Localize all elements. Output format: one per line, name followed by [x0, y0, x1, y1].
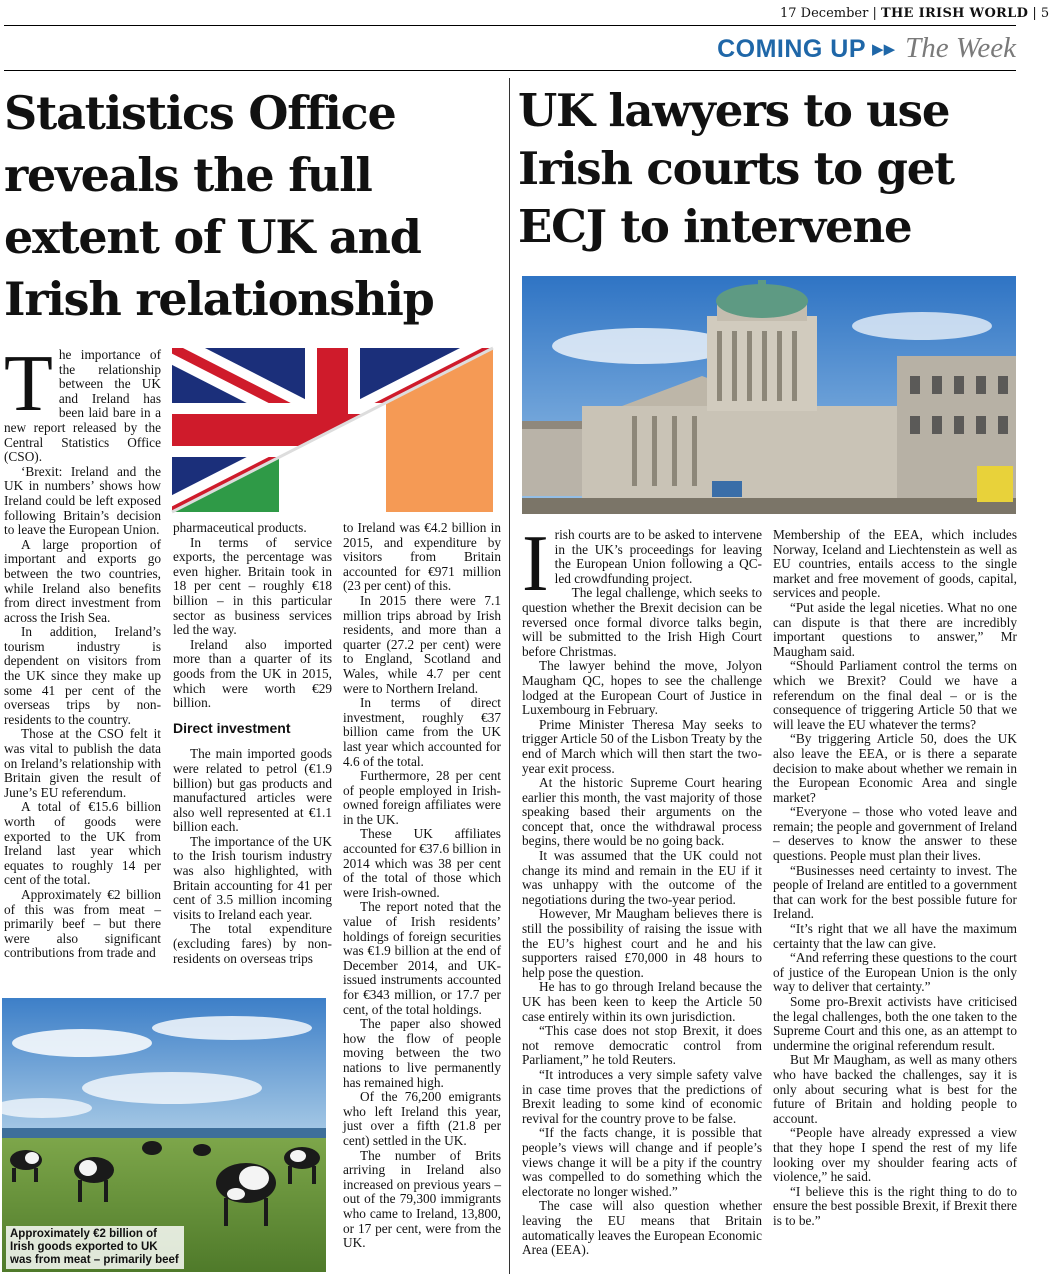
drop-cap: T — [4, 340, 53, 428]
double-chevron-right-icon: ▶▶ — [872, 40, 896, 58]
court-photo-graphic — [522, 276, 1016, 514]
drop-cap: I — [522, 520, 549, 608]
folio-separator: | — [872, 6, 881, 21]
right-headline: UK lawyers to use Irish courts to get ECJ to intervene — [518, 84, 954, 253]
paragraph: The paper also showed how the flow of people moving between the two nations to live permanently has remained high. — [343, 1016, 501, 1090]
paragraph: “It introduces a very simple safety valve in case time proves that the predictions of Brexit leading to some kind of economic revival for the country prove to be false. — [522, 1066, 762, 1126]
paragraph: The case will also question whether leaving the EU means that Britain automatically leaves the European Economic Area (EEA). — [522, 1198, 762, 1258]
story-divider — [509, 78, 510, 1274]
paragraph: These UK affiliates accounted for €37.6 billion in 2014 which was 38 per cent of the total of those which were Irish-owned. — [343, 826, 501, 900]
paragraph: The number of Brits arriving in Ireland also increased on previous years – out of the 79,300 immigrants who came to Ireland, 13,800, or 17 per cent, were from the UK. — [343, 1147, 501, 1251]
paragraph: ‘Brexit: Ireland and the UK in numbers’ shows how Ireland could be left exposed following Britain’s decision to leave the European Union. — [4, 463, 161, 538]
paragraph: “People have already expressed a view that they hope I spend the rest of my life looking over my shoulder fearing acts of violence,” he said. — [773, 1125, 1017, 1185]
paragraph: rish courts are to be asked to intervene in the UK’s proceedings for leaving the European Union following a QC-led crowdfunding project. — [554, 527, 762, 586]
paragraph: “Put aside the legal niceties. What no one can dispute is that there are incredibly important questions to answer,” Mr Maugham said. — [773, 599, 1017, 659]
folio-separator: | — [1032, 6, 1041, 21]
paragraph: “I believe this is the right thing to do to ensure the best possible Brexit, if Brexit there is to be.” — [773, 1183, 1017, 1228]
paragraph: The report noted that the value of Irish residents’ holdings of foreign securities was €1.9 billion at the end of December 2014, and UK-issued instruments accounted for €343 million, or 17.7 per cent, of the total holdings. — [343, 899, 501, 1017]
paragraph: A large proportion of important and exports go between the two countries, while Ireland also benefits from direct investment from across the Irish Sea. — [4, 536, 161, 625]
paragraph: It was assumed that the UK could not change its mind and remain in the EU if it was unhappy with the outcome of the negotiations during the two-year period. — [522, 848, 762, 907]
page-number: 5 — [1040, 6, 1049, 21]
paragraph: Those at the CSO felt it was vital to publish the data on Ireland’s relationship with Britain given the result of June’s EU referendum. — [4, 726, 161, 800]
paragraph: “And referring these questions to the court of justice of the European Union is the only way to deliver that certainty.” — [773, 950, 1017, 995]
paragraph: However, Mr Maugham believes there is still the possibility of raising the issue with the EU’s highest court and he and his supporters raised £70,000 in 48 hours to help pose the question. — [522, 906, 762, 980]
paragraph: The main imported goods were related to petrol (€1.9 billion) but gas products and manufactured articles were also well represented at €1.1 billion each. — [173, 746, 332, 835]
section-subtitle: The Week — [905, 32, 1016, 64]
flag-graphic — [172, 348, 493, 512]
issue-date: 17 December — [780, 6, 869, 21]
paragraph: Prime Minister Theresa May seeks to trigger Article 50 of the Lisbon Treaty by the end of March which will then start the two-year exit process. — [522, 716, 762, 776]
paragraph: The lawyer behind the move, Jolyon Maugham QC, hopes to see the challenge lodged at the European Court of Justice in Luxembourg in February. — [522, 658, 762, 718]
page-folio — [780, 6, 1049, 21]
union-ireland-flag-image — [172, 348, 493, 512]
paragraph: “Should Parliament control the terms on which we Brexit? Could we have a referendum on the final deal – or is the consequence of triggering Article 50 that we will leave the EU whatever the terms? — [773, 658, 1017, 732]
paragraph: “Businesses need certainty to invest. The people of Ireland are entitled to a government that can work for the best possible future for Ireland. — [773, 862, 1017, 922]
paragraph: The total expenditure (excluding fares) by non-residents on overseas trips — [173, 921, 332, 966]
paragraph: He has to go through Ireland because the UK has been keen to keep the Article 50 case entirely within its own jurisdiction. — [522, 979, 762, 1024]
left-story-column-2 — [173, 521, 332, 981]
paragraph: Furthermore, 28 per cent of people employed in Irish-owned foreign affiliates were in the UK. — [343, 768, 501, 827]
paragraph: But Mr Maugham, as well as many others who have backed the challenges, say it is only about securing what is best for the future of Britain and holding people to account. — [773, 1052, 1017, 1126]
section-rule — [4, 70, 1016, 71]
section-label: COMING UP — [717, 35, 867, 63]
paragraph: Ireland also imported more than a quarter of its goods from the UK in 2015, which were worth €29 billion. — [173, 636, 332, 711]
paragraph: “If the facts change, it is possible that people’s views will change and if people’s views change it will be a pity if the country was compelled to do something which the electorate no longer wished.” — [522, 1125, 762, 1199]
paragraph: Some pro-Brexit activists have criticised the legal challenges, both the one taken to the Supreme Court and this one, as an attempt to undermine the original referendum result. — [773, 994, 1017, 1053]
paragraph: “By triggering Article 50, does the UK also leave the EEA, or is there a separate decision to make about whether we remain in the European Economic Area and single market? — [773, 731, 1017, 805]
left-headline: Statistics Office reveals the full extent of UK and Irish relationship — [4, 86, 434, 326]
paragraph: Of the 76,200 emigrants who left Ireland this year, just over a fifth (21.8 per cent) settled in the UK. — [343, 1089, 501, 1148]
paragraph: The importance of the UK to the Irish tourism industry was also highlighted, with Britain accounting for 41 per cent of 3.5 million incoming visits to Ireland each year. — [173, 833, 332, 922]
top-rule — [4, 25, 1016, 26]
paragraph: “This case does not stop Brexit, it does not remove democratic control from Parliament,” he told Reuters. — [522, 1023, 762, 1068]
paragraph: “Everyone – those who voted leave and remain; the people and government of Ireland – deserves to know the answer to these questions. People must plan their lives. — [773, 804, 1017, 864]
paragraph: pharmaceutical products. — [173, 520, 307, 535]
paragraph: At the historic Supreme Court hearing earlier this month, the vast majority of those speaking based their arguments on the concept that, once the withdrawal process begins, there would be no going back. — [522, 775, 762, 849]
publication-name: THE IRISH WORLD — [880, 6, 1029, 21]
paragraph: Membership of the EEA, which includes Norway, Iceland and Liechtenstein as well as EU countries, entails access to the single market and free movement of goods, capital, services and people. — [773, 527, 1017, 601]
paragraph: In 2015 there were 7.1 million trips abroad by Irish residents, and more than a quarter (27.2 per cent) were to England, Scotland and Wales, while 4.7 per cent were to Northern Ireland. — [343, 592, 501, 696]
paragraph: he importance of the relationship between the UK and Ireland has been laid bare in a new report released by the Central Statistics Office (CSO). — [4, 347, 161, 465]
paragraph: The legal challenge, which seeks to question whether the Brexit decision can be reversed once formal divorce talks begin, will be submitted to the Irish High Court before Christmas. — [522, 585, 762, 659]
paragraph: “It’s right that we all have the maximum certainty that the law can give. — [773, 921, 1017, 951]
section-header — [560, 32, 1016, 65]
paragraph: In terms of service exports, the percentage was even higher. Britain took in 18 per cent – roughly €18 billion – in this particular sector as business services led the way. — [173, 534, 332, 638]
paragraph: A total of €15.6 billion worth of goods were exported to the UK from Ireland last year which equates to roughly 14 per cent of the total. — [4, 799, 161, 888]
paragraph: In addition, Ireland’s tourism industry is dependent on visitors from the UK since they make up some 41 per cent of the overseas trips by non-residents to the country. — [4, 624, 161, 727]
photo-caption: Approximately €2 billion of Irish goods exported to UK was from meat – primarily beef — [6, 1226, 184, 1269]
left-story-column-3 — [343, 521, 501, 1273]
left-story-column-1 — [4, 340, 161, 982]
four-courts-photo — [522, 276, 1016, 514]
right-story-column-1 — [522, 520, 762, 1274]
paragraph: to Ireland was €4.2 billion in 2015, and expenditure by visitors from Britain accounted for €971 million (23 per cent) of this. — [343, 520, 501, 594]
right-story-column-2 — [773, 528, 1017, 1274]
paragraph: Approximately €2 billion of this was from meat – primarily beef – but there were also significant contributions from trade and — [4, 886, 161, 961]
subheading: Direct investment — [173, 719, 291, 736]
paragraph: In terms of direct investment, roughly €37 billion came from the UK last year which accounted for 4.6 of the total. — [343, 695, 501, 769]
